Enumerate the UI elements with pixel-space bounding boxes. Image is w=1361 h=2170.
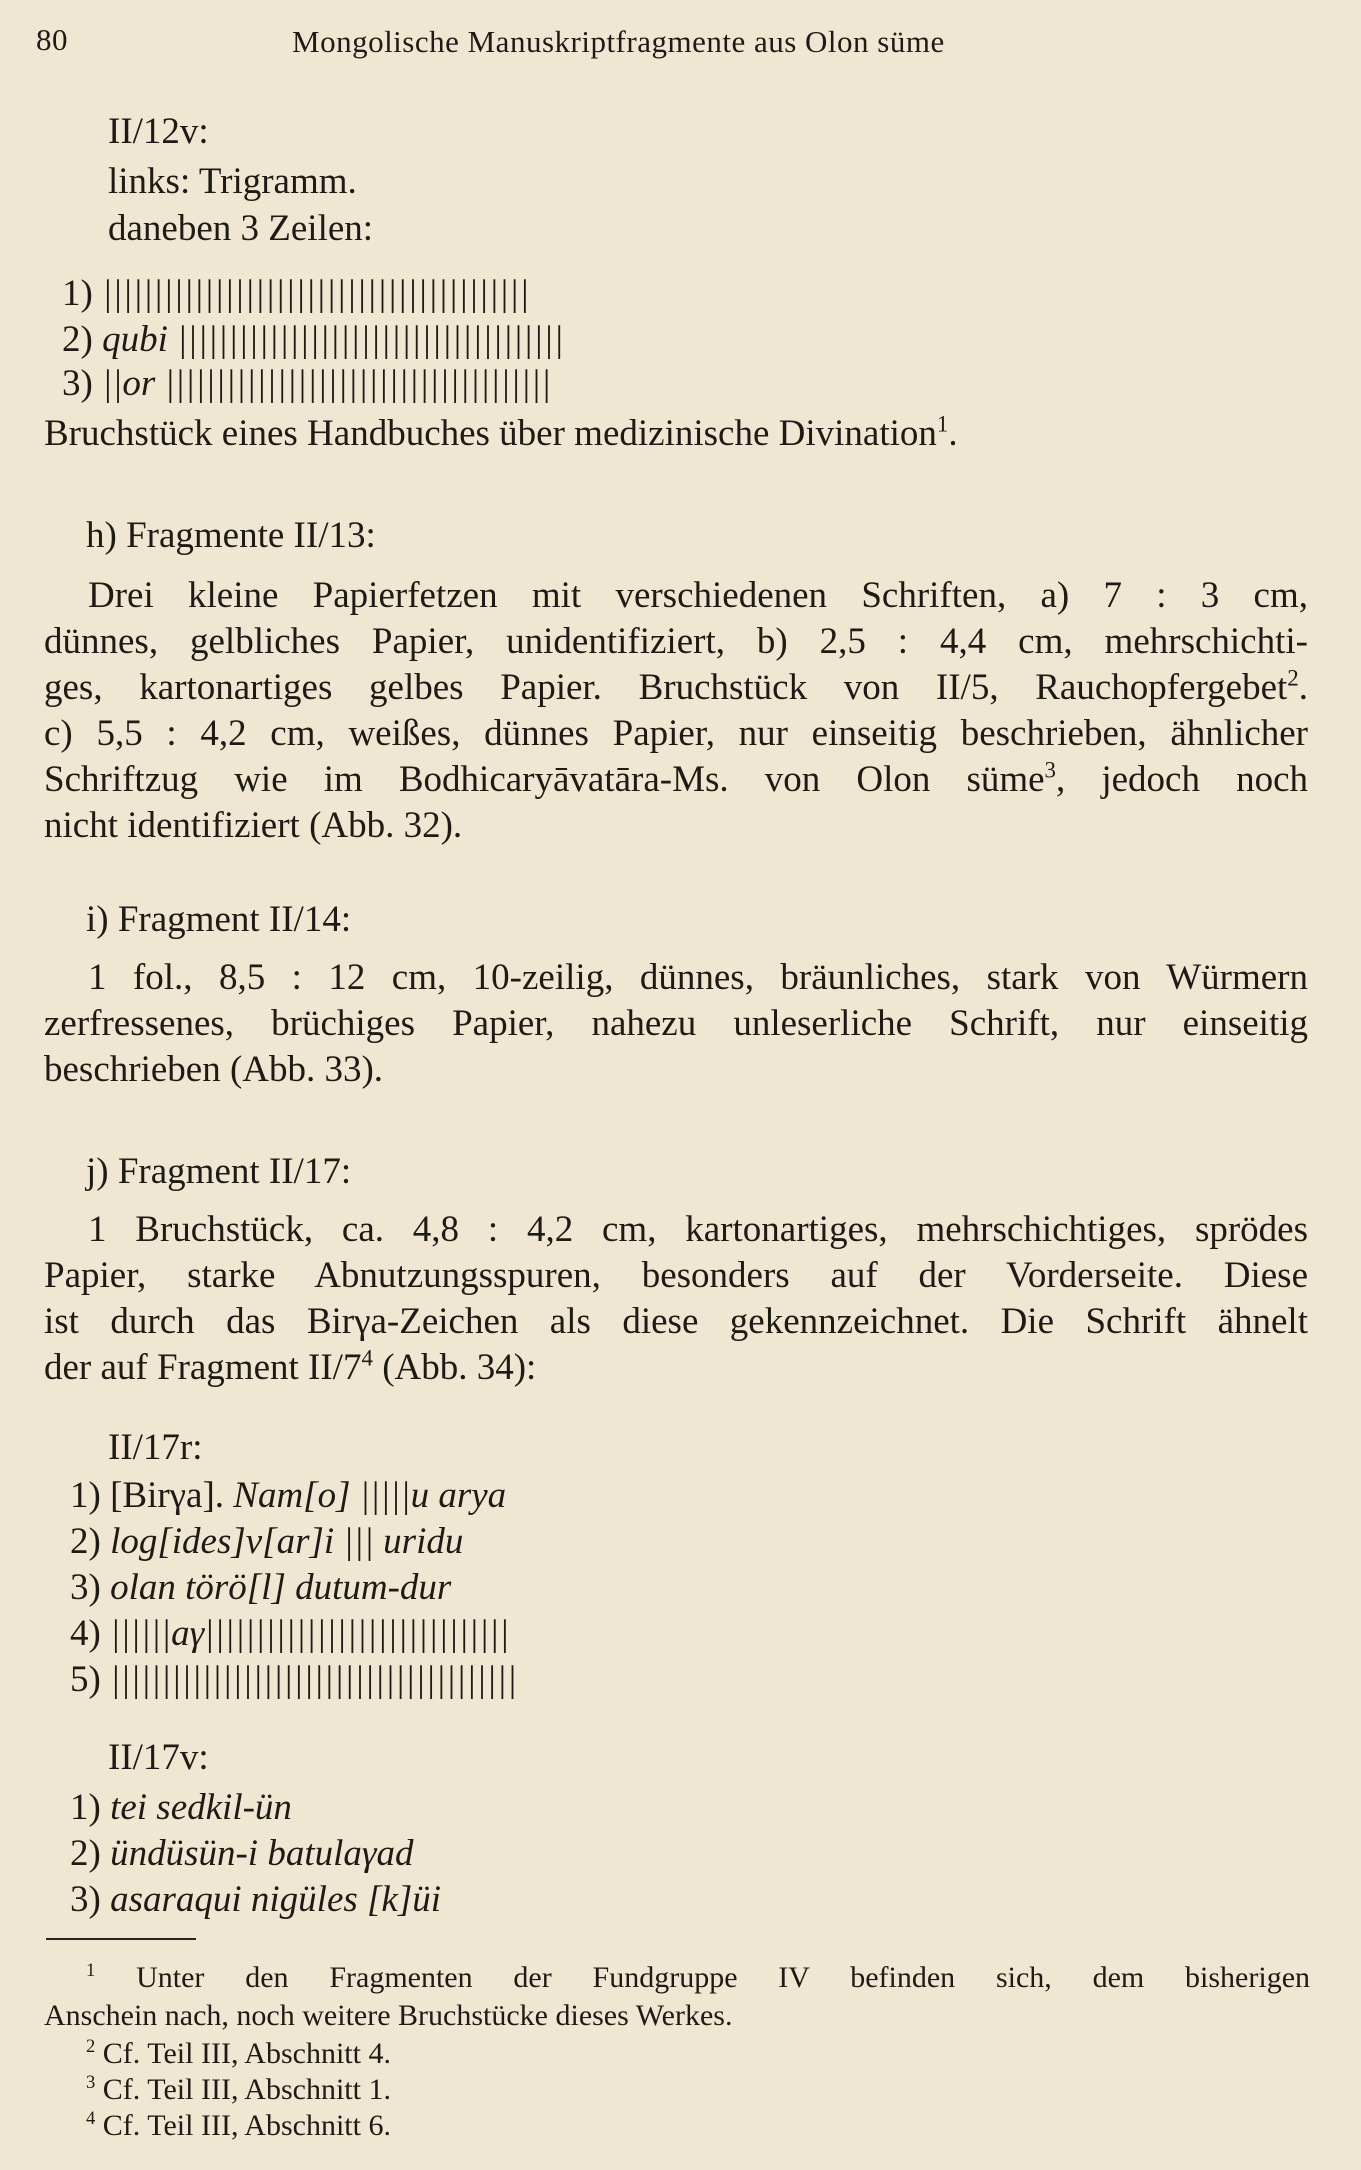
para-line: nicht identifiziert (Abb. 32). [44, 805, 463, 846]
folio-label-17v: II/17v: [108, 1737, 209, 1778]
transcript-row [70, 1612, 509, 1656]
row-number: 1) [62, 273, 93, 314]
footnote-separator [46, 1938, 196, 1940]
footnote-ref: 3 [1044, 757, 1057, 783]
section-heading-j: j) Fragment II/17: [86, 1151, 352, 1192]
row-text: olan törö[l] dutum-dur [110, 1567, 452, 1608]
footnote-number: 4 [86, 2108, 96, 2129]
footnote-number: 1 [86, 1960, 96, 1981]
transcript-row: 1) [Birγa]. Nam[o] |||||u arya [70, 1475, 507, 1516]
row-text: |||||||||||||||||||||||||||||||||||||||||| [102, 273, 530, 314]
transcript-row [70, 1786, 292, 1830]
row-number: 3) [70, 1879, 101, 1920]
para-line: zerfressenes, brüchiges Papier, nahezu unleserliche Schrift, nur einseitig [44, 1003, 1308, 1044]
transcript-row [62, 272, 529, 316]
footnote-ref: 4 [361, 1345, 373, 1371]
three-lines-note: daneben 3 Zeilen: [108, 208, 374, 249]
footnote-ref: 2 [1287, 665, 1299, 691]
para-line: Papier, starke Abnutzungsspuren, besonders auf der Vorderseite. Diese [44, 1255, 1308, 1296]
row-text: ||or |||||||||||||||||||||||||||||||||||||| [102, 363, 552, 404]
folio-label-17r: II/17r: [108, 1427, 203, 1468]
row-text: |||||||||||||||||||||||||||||||||||||||| [110, 1659, 517, 1700]
para-line: der auf Fragment $II/7^4$ (Abb. 34): [44, 1345, 537, 1388]
transcript-row [62, 362, 551, 406]
trigram-line: links: Trigramm. [108, 161, 357, 202]
para-line: Drei kleine Papierfetzen mit verschiedenen Schriften, a) 7 : 3 cm, [88, 575, 1308, 616]
footnote: $^2$ Cf. Teil III, Abschnitt 4. [86, 2036, 391, 2070]
row-text: qubi |||||||||||||||||||||||||||||||||||||| [102, 319, 564, 360]
row-number: 1) [70, 1475, 101, 1516]
transcript-row [70, 1658, 517, 1702]
transcript-row [70, 1832, 413, 1876]
para-line: ist durch das Birγa-Zeichen als diese gekennzeichnet. Die Schrift ähnelt [44, 1301, 1308, 1342]
footnote: $^3$ Cf. Teil III, Abschnitt 1. [86, 2072, 391, 2106]
para-line: dünnes, gelbliches Papier, unidentifiziert, b) 2,5 : 4,4 cm, mehrschichti- [44, 621, 1308, 662]
running-title: Mongolische Manuskriptfragmente aus Olon süme [292, 24, 945, 59]
row-number: 2) [62, 319, 93, 360]
row-text: log[ides]v[ar]i ||| uridu [110, 1521, 464, 1562]
footnote: $^1$ Unter den Fragmenten der Fundgruppe IV befinden sich, dem bisherigen [86, 1960, 1311, 1994]
transcript-row [70, 1566, 451, 1610]
row-text: tei sedkil-ün [110, 1787, 292, 1828]
row-number: 2) [70, 1521, 101, 1562]
row-number: 4) [70, 1613, 101, 1654]
row-text: ||||||aγ|||||||||||||||||||||||||||||| [110, 1613, 510, 1654]
para-line: c) 5,5 : 4,2 cm, weißes, dünnes Papier, nur einseitig beschrieben, ähnlicher [44, 713, 1308, 754]
row-text: asaraqui nigüles [k]üi [110, 1879, 442, 1920]
row-number: 2) [70, 1833, 101, 1874]
transcript-row [62, 318, 564, 362]
row-number: 5) [70, 1659, 101, 1700]
divination-note: Bruchstück eines Handbuches über medizinische Divination$^1$. [44, 411, 958, 454]
row-text: ündüsün-i batulaγad [110, 1833, 414, 1874]
footnote-number: 2 [86, 2036, 96, 2057]
para-line: 1 Bruchstück, ca. 4,8 : 4,2 cm, kartonartiges, mehrschichtiges, sprödes [88, 1209, 1308, 1250]
para-line: ges, kartonartiges gelbes Papier. Bruchstück von II/5, Rauchopfergebet$^2$. [44, 665, 1308, 708]
page-number: 80 [36, 22, 68, 57]
footnote: $^4$ Cf. Teil III, Abschnitt 6. [86, 2108, 391, 2142]
section-heading-i: i) Fragment II/14: [86, 899, 352, 940]
para-line: 1 fol., 8,5 : 12 cm, 10-zeilig, dünnes, bräunliches, stark von Würmern [88, 957, 1308, 998]
footnote-ref: 1 [936, 411, 949, 437]
row-number: 3) [70, 1567, 101, 1608]
row-number: 3) [62, 363, 93, 404]
row-number: 1) [70, 1787, 101, 1828]
transcript-row [70, 1520, 463, 1564]
row-text: Nam[o] |||||u arya [233, 1475, 507, 1516]
footnote-continuation: Anschein nach, noch weitere Bruchstücke dieses Werkes. [44, 1999, 733, 2032]
section-heading-h: h) Fragmente II/13: [86, 515, 376, 556]
transcript-row [70, 1878, 441, 1922]
folio-label-12v: II/12v: [108, 111, 209, 152]
para-line: beschrieben (Abb. 33). [44, 1049, 384, 1090]
footnote-number: 3 [86, 2072, 96, 2093]
para-line: Schriftzug wie im Bodhicaryāvatāra-Ms. von Olon süme$^3$, jedoch noch [44, 757, 1308, 800]
